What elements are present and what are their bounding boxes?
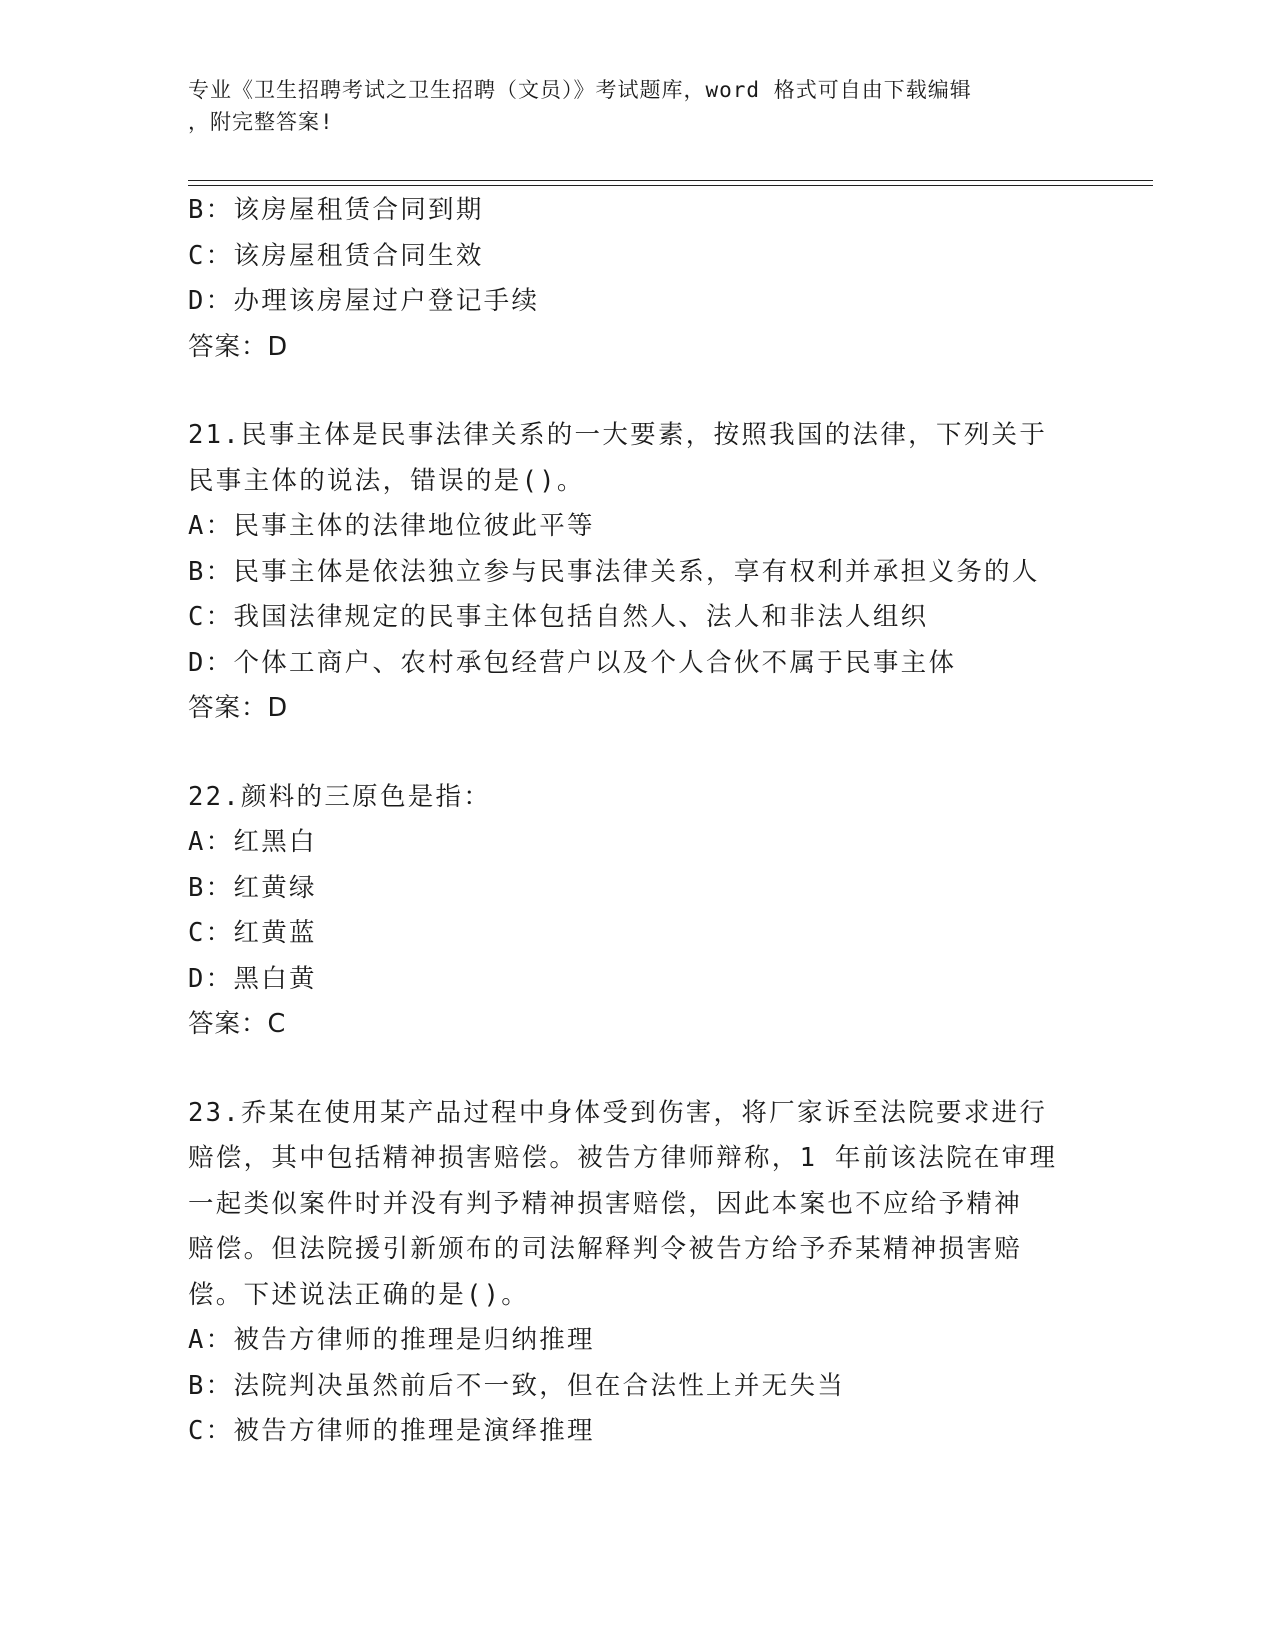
header-subtitle-line: ，附完整答案! bbox=[188, 110, 334, 134]
option-c: C：该房屋租赁合同生效 bbox=[188, 240, 484, 271]
question-block-23 bbox=[188, 1091, 1088, 1455]
question-stem: 一起类似案件时并没有判予精神损害赔偿，因此本案也不应给予精神 bbox=[188, 1188, 1023, 1219]
option-d: D：黑白黄 bbox=[188, 963, 317, 994]
question-stem: 偿。下述说法正确的是()。 bbox=[188, 1279, 530, 1310]
question-stem: 民事主体的说法，错误的是()。 bbox=[188, 465, 585, 496]
option-b: B：红黄绿 bbox=[188, 872, 317, 903]
spacer bbox=[188, 370, 1088, 413]
header-divider-bottom bbox=[188, 185, 1153, 186]
option-d: D：办理该房屋过户登记手续 bbox=[188, 286, 540, 316]
question-stem: 21.民事主体是民事法律关系的一大要素，按照我国的法律，下列关于 bbox=[188, 420, 1048, 450]
question-stem: 22.颜料的三原色是指： bbox=[188, 781, 492, 812]
option-a: A：民事主体的法律地位彼此平等 bbox=[188, 511, 595, 541]
question-block-22 bbox=[188, 775, 1088, 1048]
option-b: B：该房屋租赁合同到期 bbox=[188, 195, 484, 225]
spacer bbox=[188, 1048, 1088, 1091]
question-stem: 赔偿。但法院援引新颁布的司法解释判令被告方给予乔某精神损害赔 bbox=[188, 1234, 1023, 1264]
page-header bbox=[188, 74, 1068, 138]
option-b: B：民事主体是依法独立参与民事法律关系，享有权利并承担义务的人 bbox=[188, 556, 1040, 587]
question-stem: 赔偿，其中包括精神损害赔偿。被告方律师辩称，1 年前该法院在审理 bbox=[188, 1143, 1058, 1173]
option-c: C：我国法律规定的民事主体包括自然人、法人和非法人组织 bbox=[188, 602, 929, 632]
header-divider-top bbox=[188, 180, 1153, 181]
option-d: D：个体工商户、农村承包经营户以及个人合伙不属于民事主体 bbox=[188, 647, 957, 678]
question-list bbox=[188, 188, 1088, 1455]
spacer bbox=[188, 732, 1088, 775]
answer-text: 答案：C bbox=[188, 1009, 287, 1039]
option-b: B：法院判决虽然前后不一致，但在合法性上并无失当 bbox=[188, 1370, 846, 1401]
answer-text: 答案：D bbox=[188, 331, 289, 362]
header-title-line: 专业《卫生招聘考试之卫生招聘（文员）》考试题库，word 格式可自由下载编辑 bbox=[188, 78, 972, 102]
question-stem: 23.乔某在使用某产品过程中身体受到伤害，将厂家诉至法院要求进行 bbox=[188, 1097, 1048, 1128]
question-block-21 bbox=[188, 413, 1088, 732]
option-a: A：被告方律师的推理是归纳推理 bbox=[188, 1325, 595, 1355]
option-a: A：红黑白 bbox=[188, 827, 317, 857]
answer-text: 答案：D bbox=[188, 693, 289, 723]
option-c: C：红黄蓝 bbox=[188, 918, 317, 948]
question-block-previous bbox=[188, 188, 1088, 370]
option-c: C：被告方律师的推理是演绎推理 bbox=[188, 1416, 595, 1446]
